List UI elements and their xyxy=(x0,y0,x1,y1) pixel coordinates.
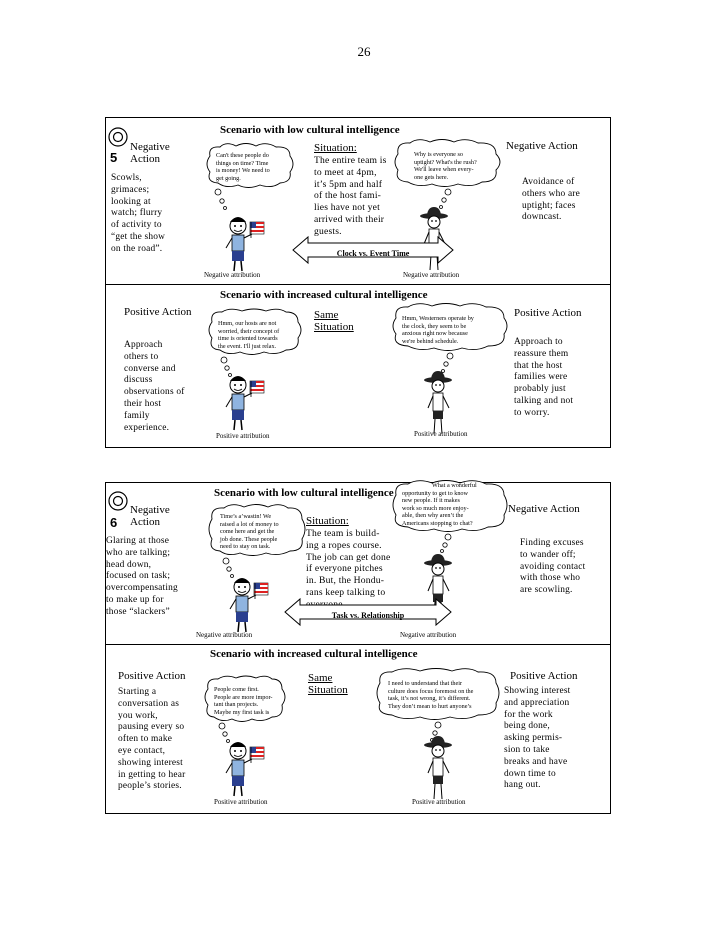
honduran-figure-icon xyxy=(424,735,460,805)
right-attribution: Negative attribution xyxy=(403,271,460,279)
left-attribution: Positive attribution xyxy=(214,798,268,806)
situation-text: The team is build- ing a ropes course. The job can get done if everyone pitches in. But, the Hondu- rans keep talking to everyone. xyxy=(306,528,391,610)
left-action-label: Negative Action xyxy=(130,504,170,528)
left-action-text: Approach others to converse and discuss observations of their host family experience. xyxy=(124,340,185,433)
low-ci-title: Scenario with low cultural intelligence xyxy=(220,124,400,136)
right-action-label: Negative Action xyxy=(508,503,580,515)
left-action-text: Starting a conversation as you work, pausing every so often to make eye contact, showing interest in getting to hear people’s stories. xyxy=(118,687,186,792)
arrow-label: Clock vs. Event Time xyxy=(336,249,410,258)
left-action-label: Positive Action xyxy=(118,670,186,682)
scenario-panel-6 xyxy=(105,482,611,814)
situation-label: Same Situation xyxy=(314,309,354,333)
arrow-label: Task vs. Relationship xyxy=(331,611,405,620)
left-attribution: Negative attribution xyxy=(204,271,261,279)
divider xyxy=(106,644,610,645)
left-action-text: Glaring at those who are talking; head down, focused on task; overcompensating to make up for those “slackers” xyxy=(106,536,178,617)
left-action-label: Positive Action xyxy=(124,306,192,318)
left-attribution: Positive attribution xyxy=(216,432,270,440)
left-thought-text: People come first. People are more impor- tant than projects. Maybe my first task is xyxy=(214,686,273,716)
left-thought-text: Can't these people do things on time? Time is money! We need to get going. xyxy=(216,152,270,182)
situation-text: The entire team is to meet at 4pm, it’s 5pm and half of the host fami- lies have not yet arrived with their guests. xyxy=(314,155,387,237)
westerner-figure-icon xyxy=(224,739,268,799)
scenario-panel-5 xyxy=(105,117,611,448)
left-action-label: Negative Action xyxy=(130,141,170,165)
right-action-text: Showing interest and appreciation for the work being done, asking permis- sion to take breaks and have down time to hang out. xyxy=(504,686,571,791)
left-thought-text: Hmm, our hosts are not worried, their concept of time is oriented towards the event. I'll just relax. xyxy=(218,320,280,350)
circle-icon xyxy=(108,127,128,147)
high-ci-title: Scenario with increased cultural intelligence xyxy=(210,648,418,660)
right-action-label: Positive Action xyxy=(510,670,578,682)
westerner-figure-icon xyxy=(224,373,268,433)
right-action-label: Positive Action xyxy=(514,307,582,319)
situation-label: Same Situation xyxy=(308,672,348,696)
right-attribution: Positive attribution xyxy=(414,430,468,438)
right-thought-text: Why is everyone so uptight? What's the rush? We'll leave when every- one gets here. xyxy=(414,151,477,181)
westerner-figure-icon xyxy=(224,214,268,274)
low-ci-title: Scenario with low cultural intelligence xyxy=(214,487,394,499)
right-thought-text: I need to understand that their culture does focus foremost on the task, it’s not wrong, it’s different. They don’t mean to hurt anyone’s xyxy=(388,680,474,710)
right-thought-text: What a wonderful opportunity to get to know new people. If it makes work so much more enjoy- able, then why aren’t the Americans stopping to chat? xyxy=(402,482,477,527)
situation-label: Situation: xyxy=(306,515,349,527)
left-attribution: Negative attribution xyxy=(196,631,253,639)
left-action-text: Scowls, grimaces; looking at watch; flurry of activity to “get the show on the road”. xyxy=(111,173,166,254)
right-action-text: Approach to reassure them that the host families were probably just talking and not to worry. xyxy=(514,337,574,418)
circle-icon xyxy=(108,491,128,511)
scenario-number: 5 xyxy=(110,150,118,165)
right-thought-text: Hmm, Westerners operate by the clock, they seem to be anxious right now because we're behind schedule. xyxy=(402,315,474,345)
right-action-text: Avoidance of others who are uptight; faces downcast. xyxy=(522,177,580,223)
right-attribution: Positive attribution xyxy=(412,798,466,806)
high-ci-title: Scenario with increased cultural intelligence xyxy=(220,289,428,301)
left-thought-text: Time’s a’wastin! We raised a lot of money to come here and get the job done. These people need to stay on task. xyxy=(220,513,279,551)
page-number: 26 xyxy=(357,44,371,59)
westerner-figure-icon xyxy=(228,575,272,635)
right-attribution: Negative attribution xyxy=(400,631,457,639)
scenario-number: 6 xyxy=(110,515,118,530)
right-action-text: Finding excuses to wander off; avoiding contact with those who are scowling. xyxy=(520,538,586,596)
right-action-label: Negative Action xyxy=(506,140,578,152)
situation-label: Situation: xyxy=(314,142,357,154)
divider xyxy=(106,284,610,285)
